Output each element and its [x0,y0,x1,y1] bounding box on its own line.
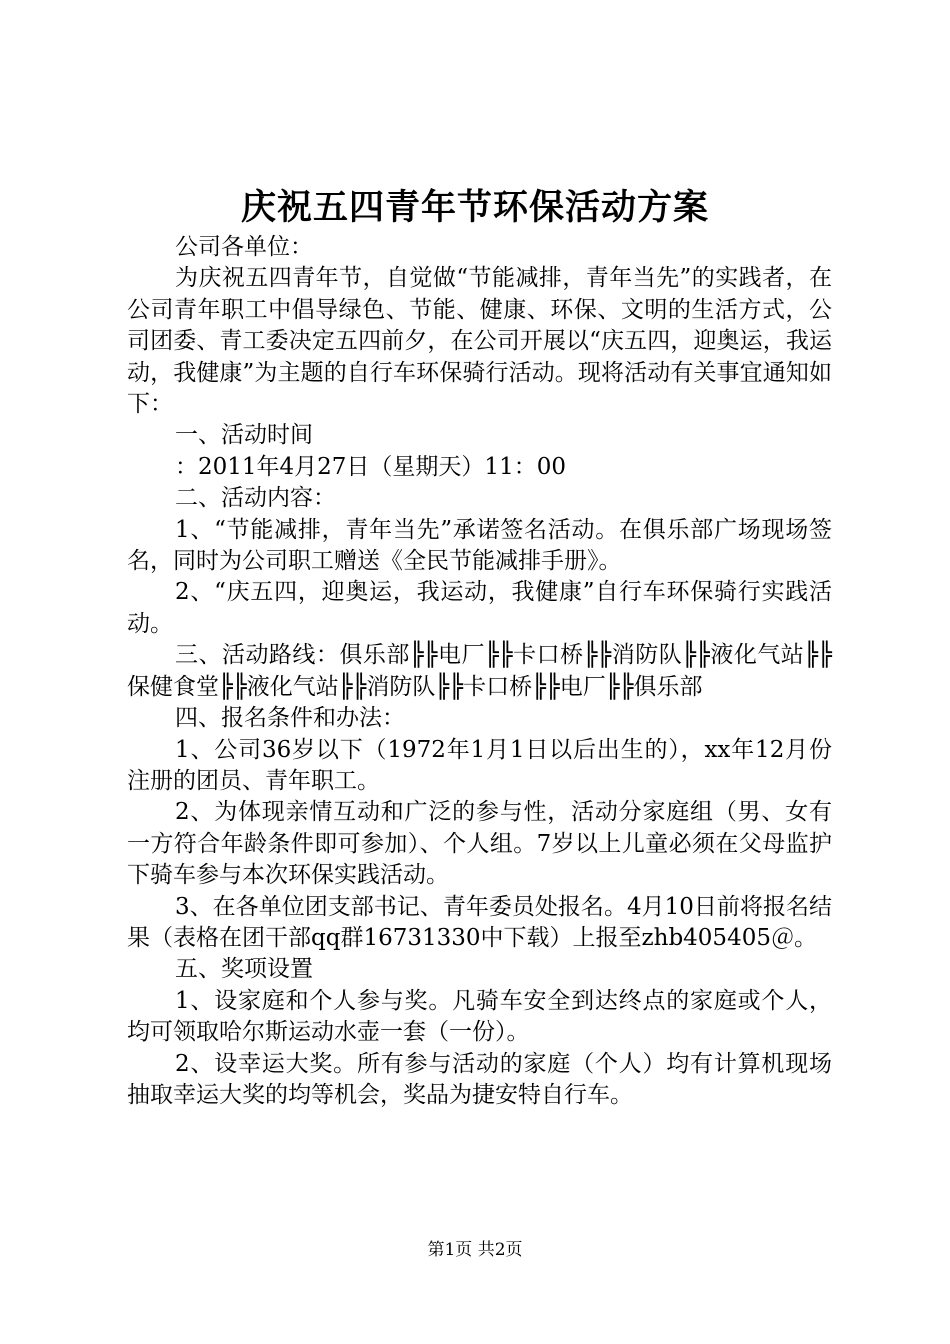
document-body [127,232,832,1111]
intro-paragraph: 为庆祝五四青年节，自觉做“节能减排，青年当先”的实践者，在公司青年职工中倡导绿色、节能、健康、环保、文明的生活方式，公司团委、青工委决定五四前夕，在公司开展以“庆五四，迎奥运，我运动，我健康”为主题的自行车环保骑行活动。现将活动有关事宜通知如下： [127,265,832,418]
registration-item-1: 1、公司36岁以下（1972年1月1日以后出生的），xx年12月份注册的团员、青年职工。 [127,736,832,794]
section-heading-content: 二、活动内容： [175,485,336,512]
registration-item-3: 3、在各单位团支部书记、青年委员处报名。4月10日前将报名结果（表格在团干部qq群16731330中下载）上报至zhb405405＠。 [127,893,832,951]
award-item-2: 2、设幸运大奖。所有参与活动的家庭（个人）均有计算机现场抽取幸运大奖的均等机会，奖品为捷安特自行车。 [127,1050,832,1108]
document-title: 庆祝五四青年节环保活动方案 [240,187,709,228]
salutation: 公司各单位： [175,234,313,260]
page-number: 第1页 共2页 [427,1240,523,1260]
time-detail: ：2011年4月27日（星期天）11：00 [175,453,566,480]
route-paragraph: 三、活动路线：俱乐部╠╠电厂╠╠卡口桥╠╠消防队╠╠液化气站╠╠保健食堂╠╠液化气站╠╠消防队╠╠卡口桥╠╠电厂╠╠俱乐部 [127,642,832,700]
content-item-1: 1、“节能减排，青年当先”承诺签名活动。在俱乐部广场现场签名，同时为公司职工赠送《全民节能减排手册》。 [127,516,832,575]
section-heading-awards: 五、奖项设置 [175,956,313,983]
section-heading-time: 一、活动时间 [175,422,313,449]
registration-item-2: 2、为体现亲情互动和广泛的参与性，活动分家庭组（男、女有一方符合年龄条件即可参加）、个人组。7岁以上儿童必须在父母监护下骑车参与本次环保实践活动。 [127,799,832,889]
content-item-2: 2、“庆五四，迎奥运，我运动，我健康”自行车环保骑行实践活动。 [127,579,832,637]
section-heading-registration: 四、报名条件和办法： [175,705,405,732]
award-item-1: 1、设家庭和个人参与奖。凡骑车安全到达终点的家庭或个人，均可领取哈尔斯运动水壶一套（一份）。 [127,987,832,1046]
